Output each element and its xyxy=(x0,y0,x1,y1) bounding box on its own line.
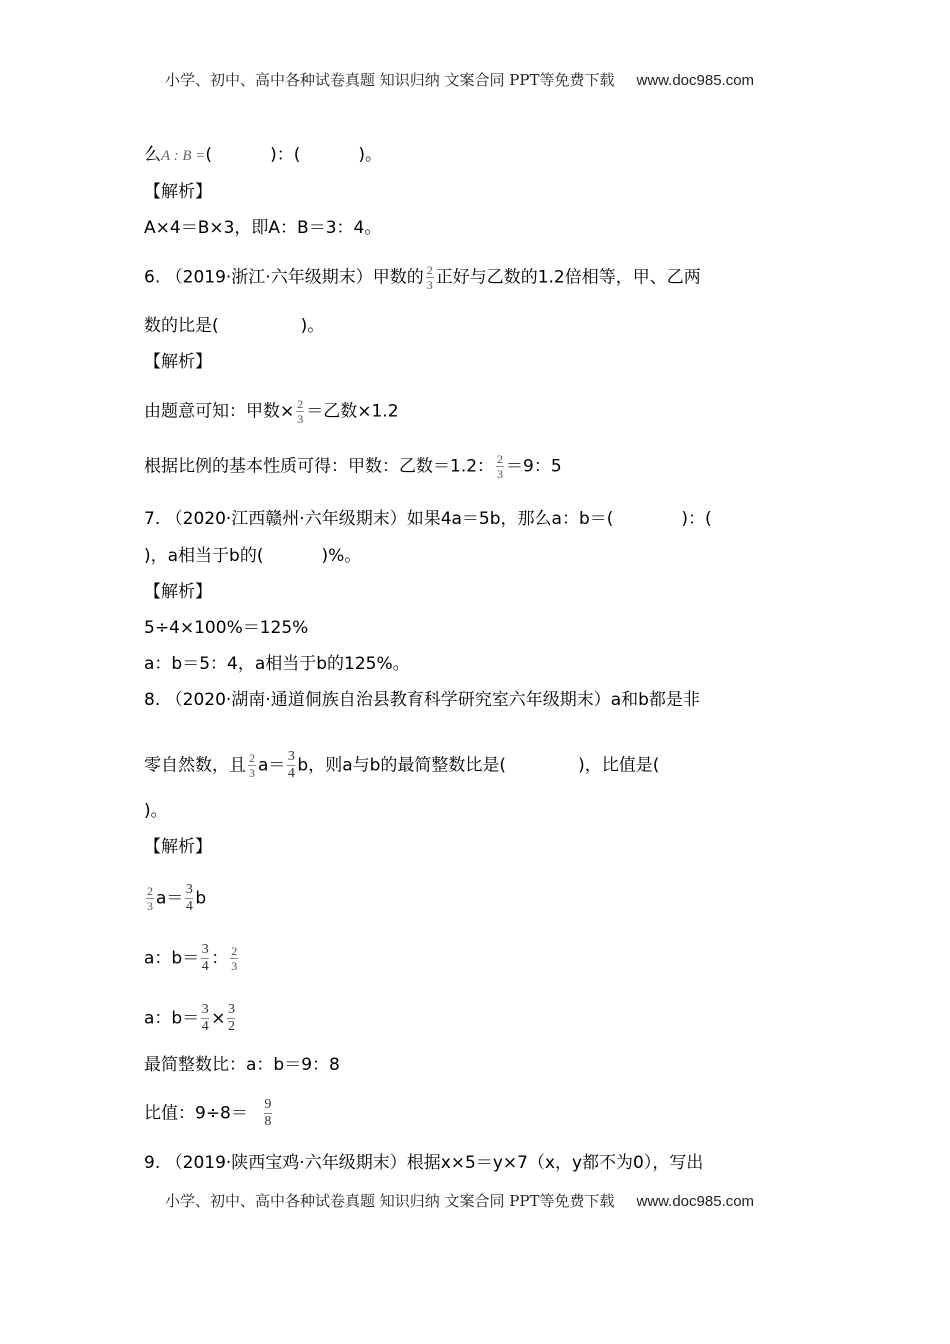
formula: A : B = xyxy=(161,148,206,164)
text: 7. （2020·江西赣州·六年级期末）如果4a＝5b，那么a：b＝( xyxy=(144,509,614,529)
denominator: 4 xyxy=(201,959,209,974)
q8-line3: )。 xyxy=(144,801,168,821)
text: 零自然数，且 xyxy=(144,755,246,776)
denominator: 3 xyxy=(249,766,255,780)
q6-line1 xyxy=(144,264,701,291)
text: a：b＝ xyxy=(144,948,200,969)
text: ( xyxy=(205,145,213,165)
text: b，则a与b的最简整数比是( xyxy=(297,755,507,776)
text: a＝ xyxy=(156,888,184,909)
q5-answer: A×4＝B×3，即A：B＝3：4。 xyxy=(144,218,382,238)
numerator: 3 xyxy=(287,749,295,764)
text: ： xyxy=(211,948,229,969)
q6-answer1 xyxy=(144,398,399,425)
text: )，a相当于b的( xyxy=(144,546,264,566)
text: 6. （2019·浙江·六年级期末）甲数的 xyxy=(144,267,424,288)
text: 正好与乙数的1.2倍相等，甲、乙两 xyxy=(435,267,701,288)
numerator: 3 xyxy=(201,942,209,957)
numerator: 2 xyxy=(497,452,504,466)
fraction xyxy=(287,750,295,781)
header-text: 小学、初中、高中各种试卷真题 知识归纳 文案合同 PPT等免费下载 xyxy=(165,71,615,89)
q6-answer2 xyxy=(144,453,562,480)
q9-line1: 9. （2019·陕西宝鸡·六年级期末）根据x×5＝y×7（x，y都不为0），写出 xyxy=(144,1153,704,1173)
denominator: 3 xyxy=(297,412,304,426)
text: ＝9：5 xyxy=(506,456,562,477)
q8-line1: 8. （2020·湖南·通道侗族自治县教育科学研究室六年级期末）a和b都是非 xyxy=(144,690,700,710)
q7-line2 xyxy=(144,544,361,568)
q7-answer2: a：b＝5：4，a相当于b的125%。 xyxy=(144,654,410,674)
text: ＝乙数×1.2 xyxy=(306,401,399,422)
page-footer xyxy=(165,1190,754,1211)
q7-answer1: 5÷4×100%＝125% xyxy=(144,618,309,638)
fraction xyxy=(201,1003,209,1034)
fraction xyxy=(201,943,209,974)
q8-answer3 xyxy=(144,1003,237,1034)
numerator: 3 xyxy=(185,882,193,897)
denominator: 8 xyxy=(264,1114,272,1129)
text: a＝ xyxy=(258,755,286,776)
text: 由题意可知：甲数× xyxy=(144,401,295,422)
numerator: 9 xyxy=(264,1097,272,1112)
q7-line1 xyxy=(144,507,712,531)
fraction xyxy=(227,1003,235,1034)
q8-answer5 xyxy=(144,1098,274,1129)
fraction xyxy=(296,398,304,425)
numerator: 2 xyxy=(297,397,304,411)
text: )，比值是( xyxy=(578,755,660,776)
text: 么 xyxy=(144,145,161,165)
fraction xyxy=(146,885,154,912)
text: )：( xyxy=(270,145,301,165)
denominator: 2 xyxy=(227,1019,235,1034)
numerator: 2 xyxy=(231,944,238,958)
denominator: 3 xyxy=(231,959,238,973)
denominator: 3 xyxy=(497,467,504,481)
q5-line xyxy=(144,143,382,168)
text: 根据比例的基本性质可得：甲数：乙数＝1.2： xyxy=(144,456,495,477)
header-url: www.doc985.com xyxy=(636,72,755,89)
text: a：b＝ xyxy=(144,1008,200,1029)
denominator: 4 xyxy=(185,899,193,914)
text: )。 xyxy=(300,316,325,336)
denominator: 4 xyxy=(287,766,295,781)
numerator: 3 xyxy=(227,1002,235,1017)
q6-line2 xyxy=(144,314,324,338)
denominator: 4 xyxy=(201,1019,209,1034)
text: )：( xyxy=(681,509,712,529)
text: )%。 xyxy=(321,546,362,566)
fraction xyxy=(426,264,434,291)
fraction xyxy=(248,752,256,779)
q8-answer1 xyxy=(144,883,206,914)
denominator: 3 xyxy=(426,278,433,292)
text: × xyxy=(211,1008,226,1029)
numerator: 2 xyxy=(147,884,153,898)
analysis-label: 【解析】 xyxy=(144,837,212,857)
analysis-label: 【解析】 xyxy=(144,182,212,202)
q8-answer2 xyxy=(144,943,240,974)
text: 数的比是( xyxy=(144,316,219,336)
fraction xyxy=(230,945,238,972)
q8-answer4: 最简整数比：a：b＝9：8 xyxy=(144,1055,340,1075)
footer-text: 小学、初中、高中各种试卷真题 知识归纳 文案合同 PPT等免费下载 xyxy=(165,1192,615,1210)
analysis-label: 【解析】 xyxy=(144,582,212,602)
footer-url: www.doc985.com xyxy=(636,1193,755,1210)
text: b xyxy=(195,888,207,909)
text: 比值：9÷8＝ xyxy=(144,1103,248,1124)
denominator: 3 xyxy=(147,899,153,913)
fraction xyxy=(185,883,193,914)
fraction xyxy=(264,1098,272,1129)
q8-line2 xyxy=(144,750,659,781)
numerator: 2 xyxy=(249,751,255,765)
text: )。 xyxy=(358,145,382,165)
numerator: 3 xyxy=(201,1002,209,1017)
analysis-label: 【解析】 xyxy=(144,352,212,372)
fraction xyxy=(496,453,504,480)
page-header xyxy=(165,69,754,90)
numerator: 2 xyxy=(426,263,433,277)
